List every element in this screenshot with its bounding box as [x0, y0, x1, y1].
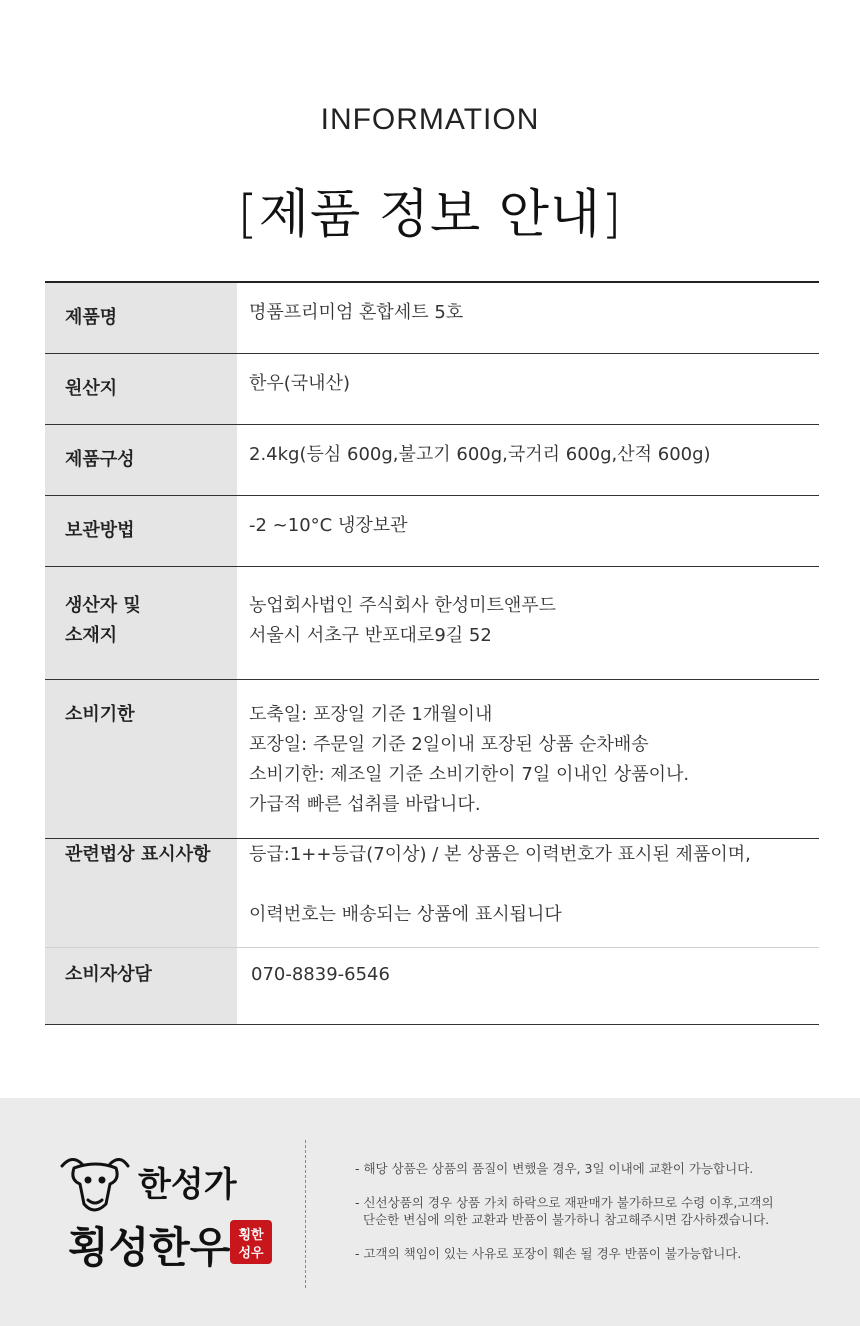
row-label: 보관방법: [45, 496, 237, 566]
notice-item: - 해당 상품은 상품의 품질이 변했을 경우, 3일 이내에 교환이 가능합니다.: [355, 1161, 754, 1176]
table-row-legal-notice: [45, 839, 819, 948]
row-value-line: 등급:1++등급(7이상) / 본 상품은 이력번호가 표시된 제품이며,: [249, 844, 751, 865]
notice-line: 단순한 변심에 의한 교환과 반품이 불가하니 참고해주시면 감사하겠습니다.: [363, 1212, 770, 1227]
row-value-line: -2 ~10°C 냉장보관: [249, 515, 408, 536]
table-row-product-name: [45, 283, 819, 354]
table-row-customer-service: [45, 948, 819, 1025]
footer-notices: [355, 1160, 815, 1279]
logo-text-bottom: 횡성한우: [68, 1223, 231, 1270]
row-value-line: 농업회사법인 주식회사 한성미트앤푸드: [249, 595, 557, 616]
row-value-line: 도축일: 포장일 기준 1개월이내: [249, 704, 493, 725]
notice-line: - 신선상품의 경우 상품 가치 하락으로 재판매가 불가하므로 수령 이후,고객의: [355, 1195, 774, 1210]
row-value-line: 소비기한: 제조일 기준 소비기한이 7일 이내인 상품이나.: [249, 764, 690, 785]
row-value: [237, 354, 819, 424]
row-value-line: 가급적 빠른 섭취를 바랍니다.: [249, 794, 481, 815]
row-label: [45, 567, 237, 679]
row-label-line: 소재지: [65, 625, 118, 646]
row-value-line: 포장일: 주문일 기준 2일이내 포장된 상품 순차배송: [249, 734, 649, 755]
row-value: [237, 496, 819, 566]
row-label: 원산지: [45, 354, 237, 424]
logo-text-top: 한성가: [138, 1165, 237, 1205]
row-value-line: 한우(국내산): [249, 373, 350, 394]
row-value: [237, 839, 819, 947]
section-title-en: INFORMATION: [320, 103, 540, 136]
row-value-line: 서울시 서초구 반포대로9길 52: [249, 625, 492, 646]
product-info-table: [45, 281, 819, 1025]
row-value: [237, 948, 819, 1024]
row-value: [237, 567, 819, 679]
row-label-line: 생산자 및: [65, 595, 141, 616]
row-value: [237, 680, 819, 838]
notice-item: - 고객의 책임이 있는 사유로 포장이 훼손 될 경우 반품이 불가능합니다.: [355, 1246, 742, 1261]
footer-divider: [305, 1140, 306, 1288]
brand-logo: [58, 1150, 278, 1270]
table-row-producer: [45, 567, 819, 680]
table-row-storage: [45, 496, 819, 567]
notice-item: [355, 1194, 815, 1228]
row-label: 관련법상 표시사항: [45, 839, 237, 947]
logo-stamp-bottom: 성우: [238, 1246, 264, 1261]
row-value: [237, 283, 819, 353]
logo-stamp-top: 횡한: [238, 1228, 264, 1243]
table-row-composition: [45, 425, 819, 496]
row-value-line: 명품프리미엄 혼합세트 5호: [249, 302, 464, 323]
row-label: 제품명: [45, 283, 237, 353]
row-value-line: 2.4kg(등심 600g,불고기 600g,국거리 600g,산적 600g): [249, 444, 711, 465]
row-label: 제품구성: [45, 425, 237, 495]
table-row-origin: [45, 354, 819, 425]
row-label: 소비기한: [45, 680, 237, 838]
bull-head-icon: [58, 1150, 278, 1270]
section-title-ko: [제품 정보 안내]: [237, 185, 623, 245]
row-value: [237, 425, 819, 495]
row-value-line: 070-8839-6546: [251, 964, 390, 985]
footer-notice-area: [0, 1098, 860, 1326]
row-value-line: 이력번호는 배송되는 상품에 표시됩니다: [249, 904, 562, 925]
row-label: 소비자상담: [45, 948, 237, 1024]
table-row-expiry: [45, 680, 819, 839]
